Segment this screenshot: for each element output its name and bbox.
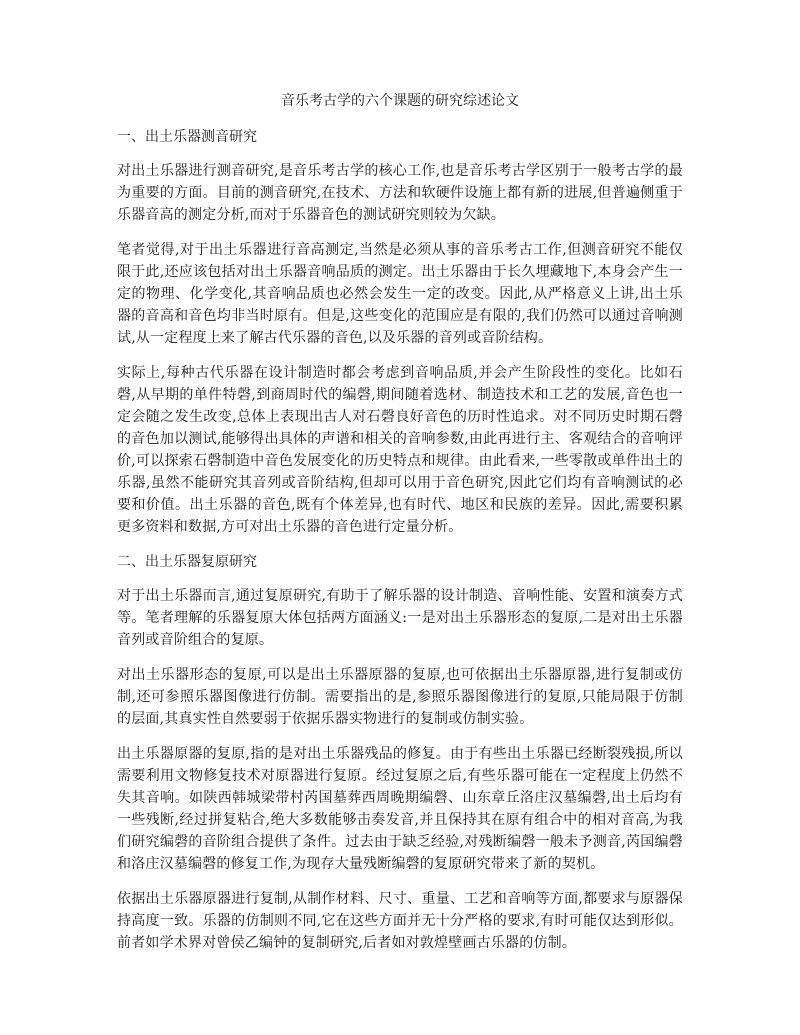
document-page: [117, 90, 683, 967]
paragraph: 对于出土乐器而言,通过复原研究,有助于了解乐器的设计制造、音响性能、安置和演奏方式等。笔者理解的乐器复原大体包括两方面涵义:一是对出土乐器形态的复原,二是对出土乐器音列或音阶组合的复原。: [117, 588, 683, 648]
section-heading-1: 一、出土乐器测音研究: [117, 129, 257, 145]
paragraph: 依据出土乐器原器进行复制,从制作材料、尺寸、重量、工艺和音响等方面,都要求与原器保持高度一致。乐器的仿制则不同,它在这些方面并无十分严格的要求,有时可能仅达到形似。前者如学术界对曾侯乙编钟的复制研究,后者如对敦煌壁画古乐器的仿制。: [117, 891, 683, 951]
section-heading-2: 二、出土乐器复原研究: [117, 554, 257, 570]
paragraph: 对出土乐器形态的复原,可以是出土乐器原器的复原,也可依据出土乐器原器,进行复制或仿制,还可参照乐器图像进行仿制。需要指出的是,参照乐器图像进行的复原,只能局限于仿制的层面,其真实性自然要弱于依据乐器实物进行的复制或仿制实验。: [117, 667, 683, 727]
document-title: 音乐考古学的六个课题的研究综述论文: [281, 93, 519, 109]
paragraph: 出土乐器原器的复原,指的是对出土乐器残品的修复。由于有些出土乐器已经断裂残损,所以需要利用文物修复技术对原器进行复原。经过复原之后,有些乐器可能在一定程度上仍然不失其音响。如陕西韩城梁带村芮国墓葬西周晚期编磬、山东章丘洛庄汉墓编磬,出土后均有一些残断,经过拼复粘合,绝大多数能够击奏发音,并且保持其在原有组合中的相对音高,为我们研究编磬的音阶组合提供了条件。过去由于缺乏经验,对残断编磬一般未予测音,芮国编磬和洛庄汉墓编磬的修复工作,为现存大量残断编磬的复原研究带来了新的契机。: [117, 746, 683, 872]
paragraph: 对出土乐器进行测音研究,是音乐考古学的核心工作,也是音乐考古学区别于一般考古学的最为重要的方面。目前的测音研究,在技术、方法和软硬件设施上都有新的进展,但普遍侧重于乐器音高的测定分析,而对于乐器音色的测试研究则较为欠缺。: [117, 163, 683, 223]
paragraph: 实际上,每种古代乐器在设计制造时都会考虑到音响品质,并会产生阶段性的变化。比如石磬,从早期的单件特磬,到商周时代的编磬,期间随着选材、制造技术和工艺的发展,音色也一定会随之发生改变,总体上表现出古人对石磬良好音色的历时性追求。对不同历史时期石磬的音色加以测试,能够得出具体的声谱和相关的音响参数,由此再进行主、客观结合的音响评价,可以探索石磬制造中音色发展变化的历史特点和规律。由此看来,一些零散或单件出土的乐器,虽然不能研究其音列或音阶结构,但却可以用于音色研究,因此它们均有音响测试的必要和价值。出土乐器的音色,既有个体差异,也有时代、地区和民族的差异。因此,需要积累更多资料和数据,方可对出土乐器的音色进行定量分析。: [117, 365, 683, 535]
paragraph: 笔者觉得,对于出土乐器进行音高测定,当然是必须从事的音乐考古工作,但测音研究不能仅限于此,还应该包括对出土乐器音响品质的测定。出土乐器由于长久埋藏地下,本身会产生一定的物理、化学变化,其音响品质也必然会发生一定的改变。因此,从严格意义上讲,出土乐器的音高和音色均非当时原有。但是,这些变化的范围应是有限的,我们仍然可以通过音响测试,从一定程度上来了解古代乐器的音色,以及乐器的音列或音阶结构。: [117, 242, 683, 346]
